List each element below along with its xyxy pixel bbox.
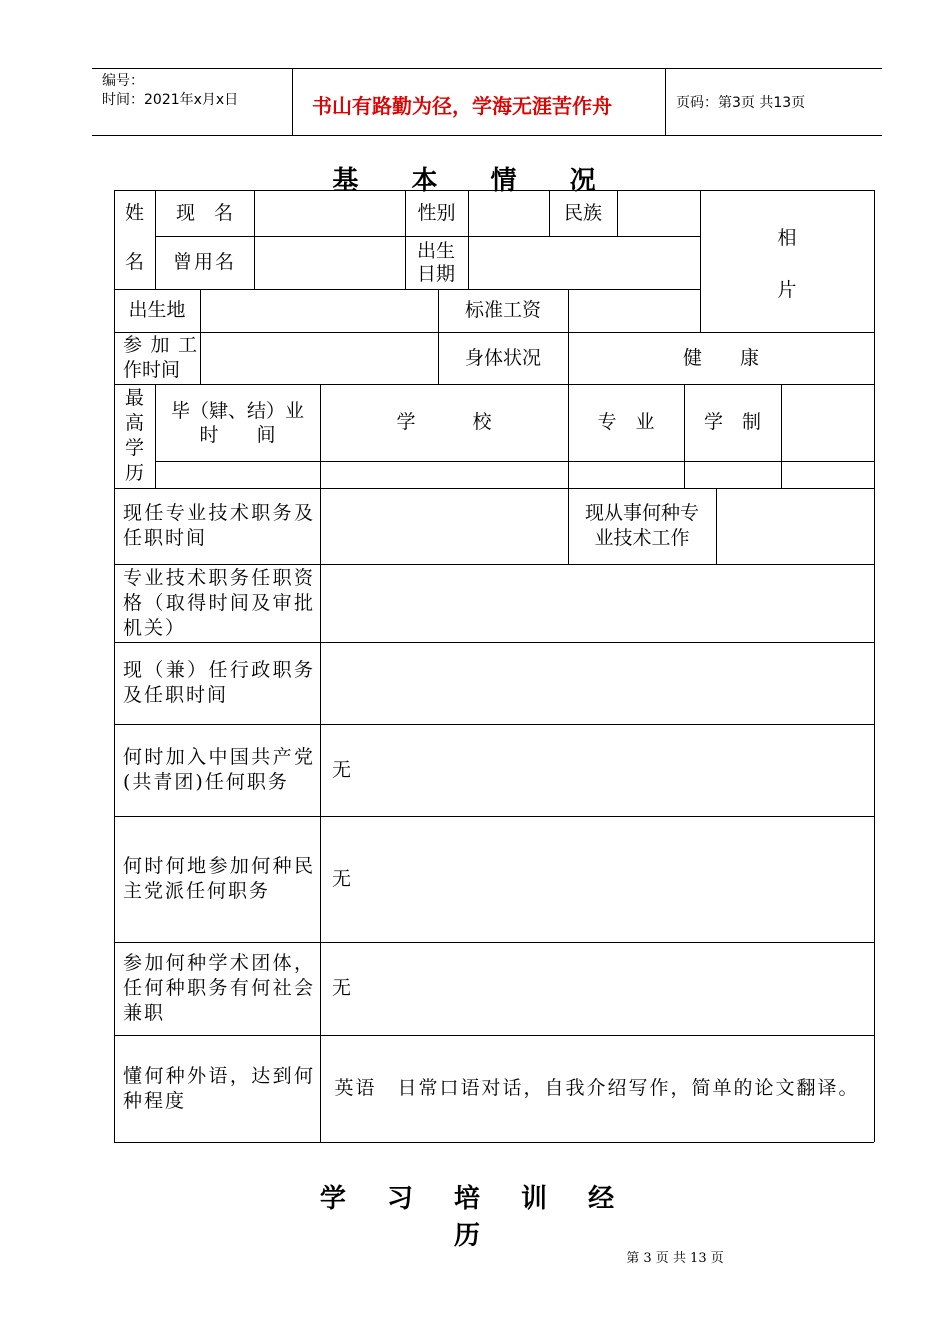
- democratic-party-value: 无: [332, 867, 352, 890]
- work-start-label: 参加工作时间: [123, 334, 197, 381]
- photo-label-top: 相: [777, 226, 797, 249]
- major-label: 专 业: [597, 411, 655, 433]
- header-divider-2: [665, 68, 666, 135]
- school-label: 学 校: [396, 411, 492, 433]
- ethnicity-label: 民族: [563, 201, 602, 224]
- header-bottom-rule: [92, 135, 882, 136]
- photo-label-bottom: 片: [777, 278, 797, 301]
- name-vertical-top: 姓: [124, 201, 144, 224]
- header-divider-1: [292, 68, 293, 135]
- header-motto: 书山有路勤为径，学海无涯苦作舟: [312, 94, 612, 118]
- foreign-language-value: 英语 日常口语对话，自我介绍写作，简单的论文翻译。: [334, 1077, 860, 1099]
- name-vertical-bottom: 名: [124, 251, 144, 273]
- party-join-label: 何时加入中国共产党(共青团)任何职务: [123, 746, 315, 793]
- current-title-label: 现任专业技术职务及任职时间: [123, 502, 315, 549]
- highest-education-label: 最高学历: [124, 387, 144, 484]
- document-number-label: 编号：: [102, 73, 144, 89]
- academic-group-label: 参加何种学术团体，任何种职务有何社会兼职: [123, 952, 315, 1024]
- section-title: 基 本 情 况: [332, 166, 618, 196]
- health-status-label: 身体状况: [464, 346, 541, 369]
- admin-post-label: 现（兼）任行政职务及任职时间: [123, 659, 315, 706]
- page-footer: 第 3 页 共 13 页: [626, 1251, 724, 1266]
- gender-label: 性别: [417, 201, 456, 224]
- academic-group-value: 无: [332, 977, 352, 999]
- page-number-label: 页码：第3页 共13页: [676, 95, 806, 111]
- header-top-rule: [92, 68, 882, 69]
- qualification-label: 专业技术职务任职资格（取得时间及审批机关）: [123, 566, 315, 639]
- standard-salary-label: 标准工资: [464, 299, 541, 321]
- next-section-title: 学 习 培 训 经 历: [319, 1184, 631, 1251]
- democratic-party-label: 何时何地参加何种民主党派任何职务: [123, 855, 315, 902]
- foreign-language-label: 懂何种外语，达到何种程度: [123, 1064, 315, 1112]
- graduation-time-label: 毕（肄、结）业 时 间: [170, 399, 304, 446]
- duration-label: 学 制: [703, 411, 761, 433]
- birthplace-label: 出生地: [128, 299, 186, 321]
- current-name-label: 现 名: [175, 201, 233, 224]
- health-status-value: 健 康: [682, 346, 759, 369]
- party-join-value: 无: [332, 758, 352, 781]
- former-name-label: 曾用名: [172, 251, 236, 273]
- current-work-label: 现从事何种专业技术工作: [584, 502, 699, 549]
- birth-date-label: 出生日期: [416, 239, 455, 285]
- document-time-label: 时间：2021年x月x日: [102, 92, 239, 108]
